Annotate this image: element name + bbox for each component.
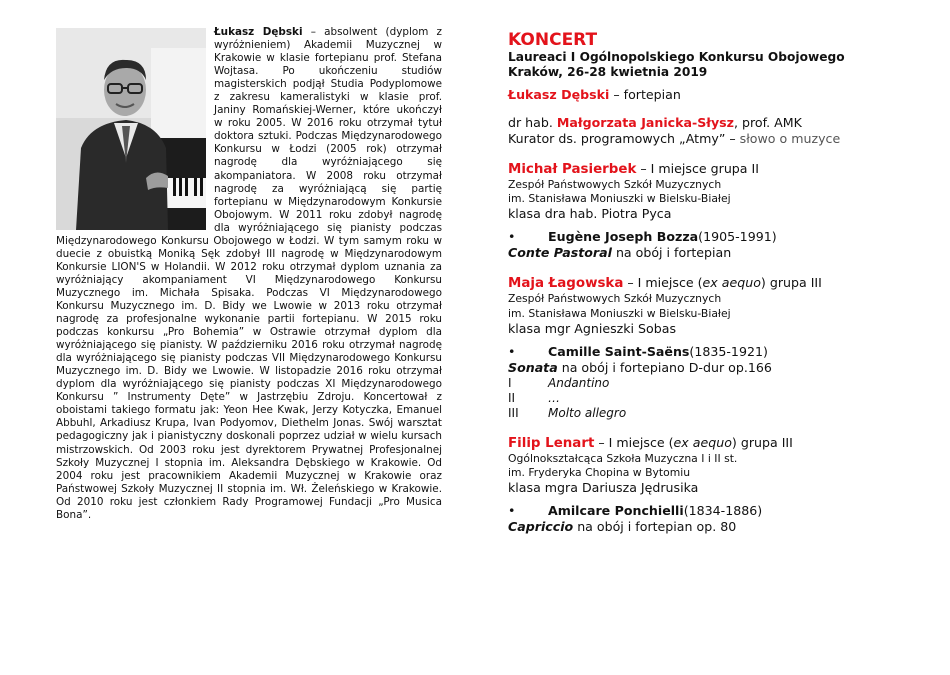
performer-place: – I miejsce grupa II — [636, 161, 759, 176]
movement-number: II — [508, 390, 516, 405]
performer-place-group: ) grupa III — [760, 275, 822, 291]
movement-title: Molto allegro — [548, 405, 627, 420]
work-line — [508, 519, 928, 535]
curator-prefix: dr hab. — [508, 115, 557, 130]
curator-role-line — [508, 131, 928, 147]
concert-heading: KONCERT — [508, 30, 598, 50]
bullet-icon: • — [508, 343, 516, 359]
movement-title: Andantino — [548, 375, 610, 390]
bullet-icon: • — [508, 229, 516, 245]
concert-date-place: Kraków, 26-28 kwietnia 2019 — [508, 65, 708, 79]
performer-heading — [508, 435, 928, 452]
performer-name: Filip Lenart — [508, 435, 595, 451]
pianist-line — [508, 87, 928, 103]
concert-subtitle: Laureaci I Ogólnopolskiego Konkursu Obojowego — [508, 50, 845, 64]
curator-role: słowo o muzyce — [739, 131, 841, 146]
performer-school-2: im. Stanisława Moniuszki w Bielsku-Białej — [508, 306, 731, 320]
performer-teacher: klasa mgra Dariusza Jędrusika — [508, 480, 699, 496]
curator-suffix: , prof. AMK — [734, 115, 802, 130]
work-line — [508, 245, 928, 261]
bio-text: – absolwent (dyplom z wyróżnieniem) Akademii Muzycznej w Krakowie w klasie fortepianu prof. Stefana Wojtasa. Po ukończeniu studiów magisterskich podjął Studia Podyplomowe z zakresu kameralistyki w klasie prof. Janiny Romańskiej-Werner, które ukończył w roku 2005. W 2016 roku otrzymał tytuł doktora sztuki. Podczas Międzynarodowego Konkursu w Łodzi (2005 rok) otrzymał nagrodę dla wyróżniającego się akompaniatora. W 2008 roku otrzymał nagrodę za wyróżniającą się partię fortepianu w Międzynarodowym Konkursie Obojowym. W 2011 roku zdobył nagrodę dla wyróżniającego się pianisty podczas Międzynarodowego Konkursu Obojowego w Łodzi. W tym samym roku w duecie z obuistką Moniką Sęk zdobył III nagrodę w Międzynarodowym Konkursie LION'S w Holandii. W 2012 roku otrzymał dyplom uznania za wyróżniający akompaniament VI Międzynarodowego Konkursu Muzycznego im. Michała Spisaka. Podczas VI Międzynarodowego Konkursu Muzycznego im. D. Bidy we Lwowie w 2013 roku otrzymał nagrodę za profesjonalne wykonanie partii fortepianu. W 2015 roku podczas konkursu „Pro Bohemia” w Ostrawie otrzymał dyplom dla wyróżniającego się pianisty. W październiku 2016 roku otrzymał nagrodę dla wyróżniającego się pianisty podczas VII Międzynarodowego Konkursu Muzycznego im. D. Bidy we Lwowie. W listopadzie 2016 roku otrzymał dyplom dla wyróżniającego się pianisty podczas XI Międzynarodowego Konkursu ” Instrumenty Dęte” w Jastrzębiu Zdroju. Koncertował z oboistami takiego formatu jak: Yeon Hee Kwak, Jerzy Kotyczka, Emanuel Abbuhl, Arkadiusz Krupa, Ivan Podyomov, Diethelm Jonas. Swój warsztat pedagogiczny jak i pianistyczny doskonali poprzez udział w wielu kursach mistrzowskich. Od 2003 roku jest dyrektorem Prywatnej Profesjonalnej Szkoły Muzycznej I stopnia im. Aleksandra Dębskiego w Krakowie. Od 2004 roku jest pracownikiem Akademii Muzycznej w Krakowie oraz Państwowej Szkoły Muzycznej II stopnia im. Wł. Żeleńskiego w Krakowie. Od 2010 roku jest członkiem Rady Programowej Fundacji „Pro Musica Bona”. — [56, 26, 442, 521]
work-description: na obój i fortepiano D-dur op.166 — [557, 359, 772, 375]
work-description: na obój i fortepian — [611, 245, 732, 261]
composer-line — [508, 503, 928, 519]
composer-name: Amilcare Ponchielli — [548, 503, 684, 519]
work-description: na obój i fortepian op. 80 — [573, 519, 737, 535]
movement-number: I — [508, 375, 512, 390]
movement-row — [508, 406, 928, 421]
performer-place: – I miejsce ( — [594, 434, 674, 450]
performer-heading — [508, 275, 928, 292]
concert-program — [508, 30, 928, 535]
curator-title: Kurator ds. programowych „Atmy” – — [508, 131, 740, 146]
photo-space — [56, 26, 214, 230]
performer-school-2: im. Stanisława Moniuszki w Bielsku-Białej — [508, 192, 731, 206]
performer-teacher: klasa dra hab. Piotra Pyca — [508, 206, 672, 222]
composer-line — [508, 229, 928, 245]
performer-place-note: ex aequo — [702, 275, 761, 291]
curator-name: Małgorzata Janicka-Słysz — [556, 115, 734, 130]
performer-school: Zespół Państwowych Szkół Muzycznych — [508, 292, 722, 306]
performer-school-2: im. Fryderyka Chopina w Bytomiu — [508, 466, 691, 480]
composer-name: Camille Saint-Saëns — [548, 343, 690, 359]
bio-name: Łukasz Dębski — [214, 26, 303, 38]
composer-dates: (1905-1991) — [698, 229, 777, 245]
work-title: Capriccio — [508, 519, 574, 535]
composer-dates: (1834-1886) — [683, 503, 763, 519]
movement-row — [508, 376, 928, 391]
performer-teacher: klasa mgr Agnieszki Sobas — [508, 320, 677, 336]
work-title: Sonata — [508, 359, 558, 375]
performer-place-note: ex aequo — [673, 434, 732, 450]
work-line — [508, 360, 928, 376]
performer-school: Zespół Państwowych Szkół Muzycznych — [508, 178, 722, 191]
performer-name: Maja Łagowska — [508, 276, 624, 292]
performer-block — [508, 435, 928, 535]
performer-school: Ogólnokształcąca Szkoła Muzyczna I i II st. — [508, 451, 738, 465]
work-title: Conte Pastoral — [508, 245, 612, 261]
movement-row — [508, 391, 928, 406]
pianist-role: – fortepian — [609, 87, 681, 102]
performer-place-group: ) grupa III — [731, 434, 793, 450]
curator-line — [508, 115, 928, 131]
composer-name: Eugène Joseph Bozza — [548, 229, 699, 245]
composer-line — [508, 344, 928, 360]
performer-name: Michał Pasierbek — [508, 162, 637, 177]
composer-dates: (1835-1921) — [689, 343, 768, 359]
biography — [56, 26, 442, 522]
pianist-name: Łukasz Dębski — [508, 87, 610, 102]
bullet-icon: • — [508, 503, 516, 519]
performer-place: – I miejsce ( — [623, 275, 703, 291]
movement-title: … — [548, 390, 560, 405]
movement-number: III — [508, 405, 519, 420]
performer-block — [508, 275, 928, 420]
performer-block — [508, 161, 928, 261]
performer-heading — [508, 161, 928, 178]
